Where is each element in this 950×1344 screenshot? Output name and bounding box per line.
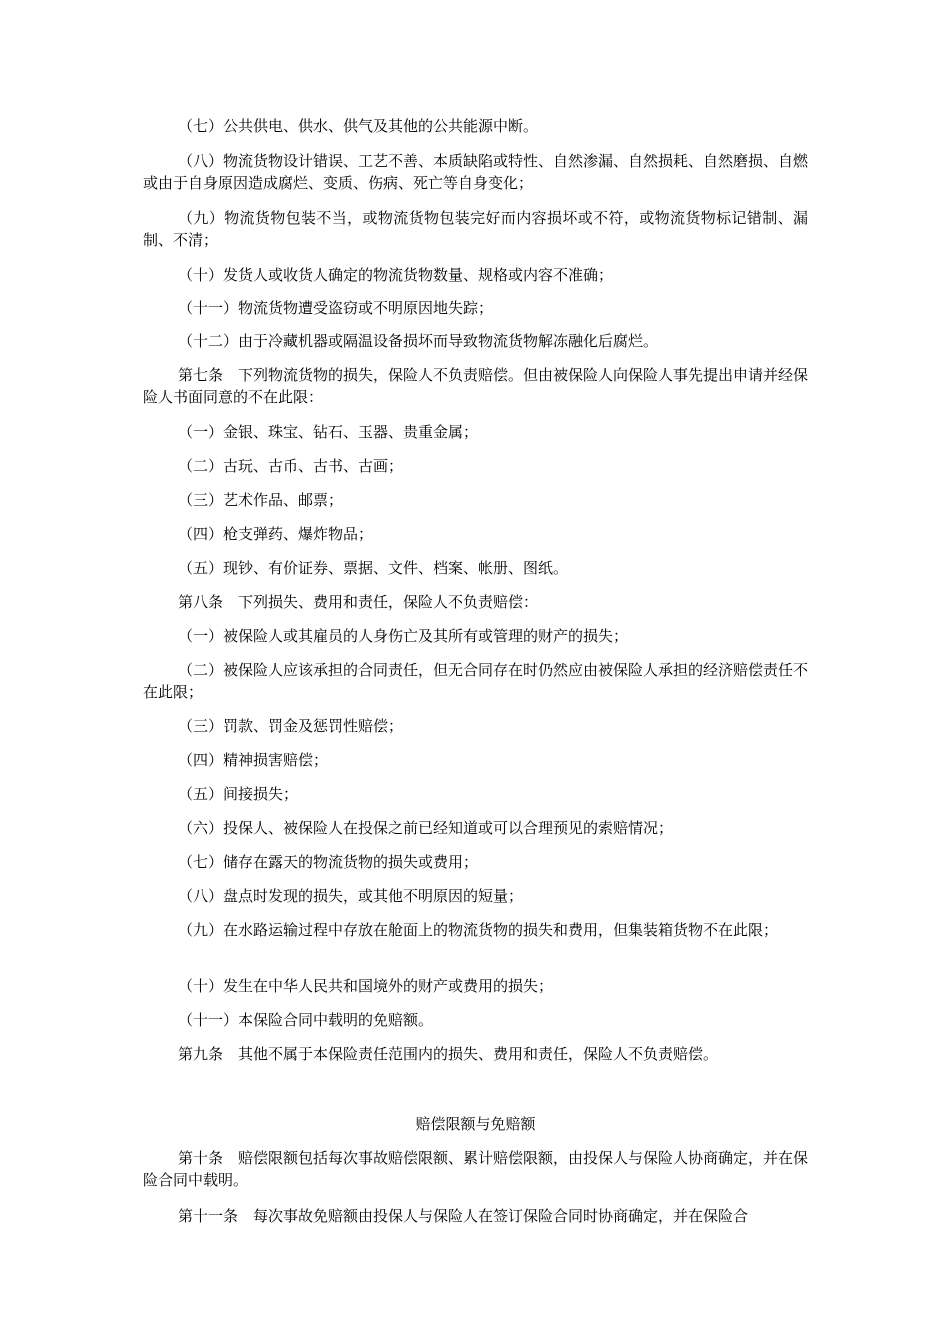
article-paragraph: 第十条 赔偿限额包括每次事故赔偿限额、累计赔偿限额，由投保人与保险人协商确定，并在保险合同中载明。: [143, 1149, 809, 1189]
clause-paragraph: （八）盘点时发现的损失，或其他不明原因的短量；: [178, 887, 524, 905]
clause-paragraph: （二）古玩、古币、古书、古画；: [178, 457, 404, 475]
clause-paragraph: （四）枪支弹药、爆炸物品；: [178, 525, 374, 543]
article-paragraph: 第七条 下列物流货物的损失，保险人不负责赔偿。但由被保险人向保险人事先提出申请并经保险人书面同意的不在此限：: [143, 366, 809, 406]
article-paragraph: 第十一条 每次事故免赔额由投保人与保险人在签订保险合同时协商确定，并在保险合: [178, 1207, 749, 1225]
clause-paragraph: （四）精神损害赔偿；: [178, 751, 329, 769]
clause-paragraph: （五）间接损失；: [178, 785, 299, 803]
section-heading: 赔偿限额与免赔额: [415, 1115, 536, 1133]
clause-paragraph: （十一）本保险合同中载明的免赔额。: [178, 1011, 434, 1029]
clause-paragraph: （九）物流货物包装不当，或物流货物包装完好而内容损坏或不符，或物流货物标记错制、漏制、不清；: [143, 209, 808, 249]
clause-paragraph: （七）储存在露天的物流货物的损失或费用；: [178, 853, 479, 871]
clause-paragraph: （一）被保险人或其雇员的人身伤亡及其所有或管理的财产的损失；: [178, 627, 629, 645]
clause-paragraph: （六）投保人、被保险人在投保之前已经知道或可以合理预见的索赔情况；: [178, 819, 674, 837]
clause-paragraph: （十二）由于冷藏机器或隔温设备损坏而导致物流货物解冻融化后腐烂。: [178, 332, 659, 350]
article-paragraph: 第八条 下列损失、费用和责任，保险人不负责赔偿：: [178, 593, 539, 611]
clause-paragraph: （二）被保险人应该承担的合同责任，但无合同存在时仍然应由被保险人承担的经济赔偿责任不在此限；: [143, 661, 809, 701]
clause-paragraph: （七）公共供电、供水、供气及其他的公共能源中断。: [178, 117, 539, 135]
clause-paragraph: （一）金银、珠宝、钻石、玉器、贵重金属；: [178, 423, 479, 441]
clause-paragraph: （九）在水路运输过程中存放在舱面上的物流货物的损失和费用，但集装箱货物不在此限；: [178, 921, 779, 939]
article-paragraph: 第九条 其他不属于本保险责任范围内的损失、费用和责任，保险人不负责赔偿。: [178, 1045, 719, 1063]
clause-paragraph: （三）罚款、罚金及惩罚性赔偿；: [178, 717, 404, 735]
clause-paragraph: （五）现钞、有价证券、票据、文件、档案、帐册、图纸。: [178, 559, 569, 577]
clause-paragraph: （十）发生在中华人民共和国境外的财产或费用的损失；: [178, 977, 554, 995]
clause-paragraph: （十）发货人或收货人确定的物流货物数量、规格或内容不准确；: [178, 266, 614, 284]
clause-paragraph: （八）物流货物设计错误、工艺不善、本质缺陷或特性、自然渗漏、自然损耗、自然磨损、自燃或由于自身原因造成腐烂、变质、伤病、死亡等自身变化；: [143, 152, 809, 192]
clause-paragraph: （十一）物流货物遭受盗窃或不明原因地失踪；: [178, 299, 494, 317]
clause-paragraph: （三）艺术作品、邮票；: [178, 491, 344, 509]
